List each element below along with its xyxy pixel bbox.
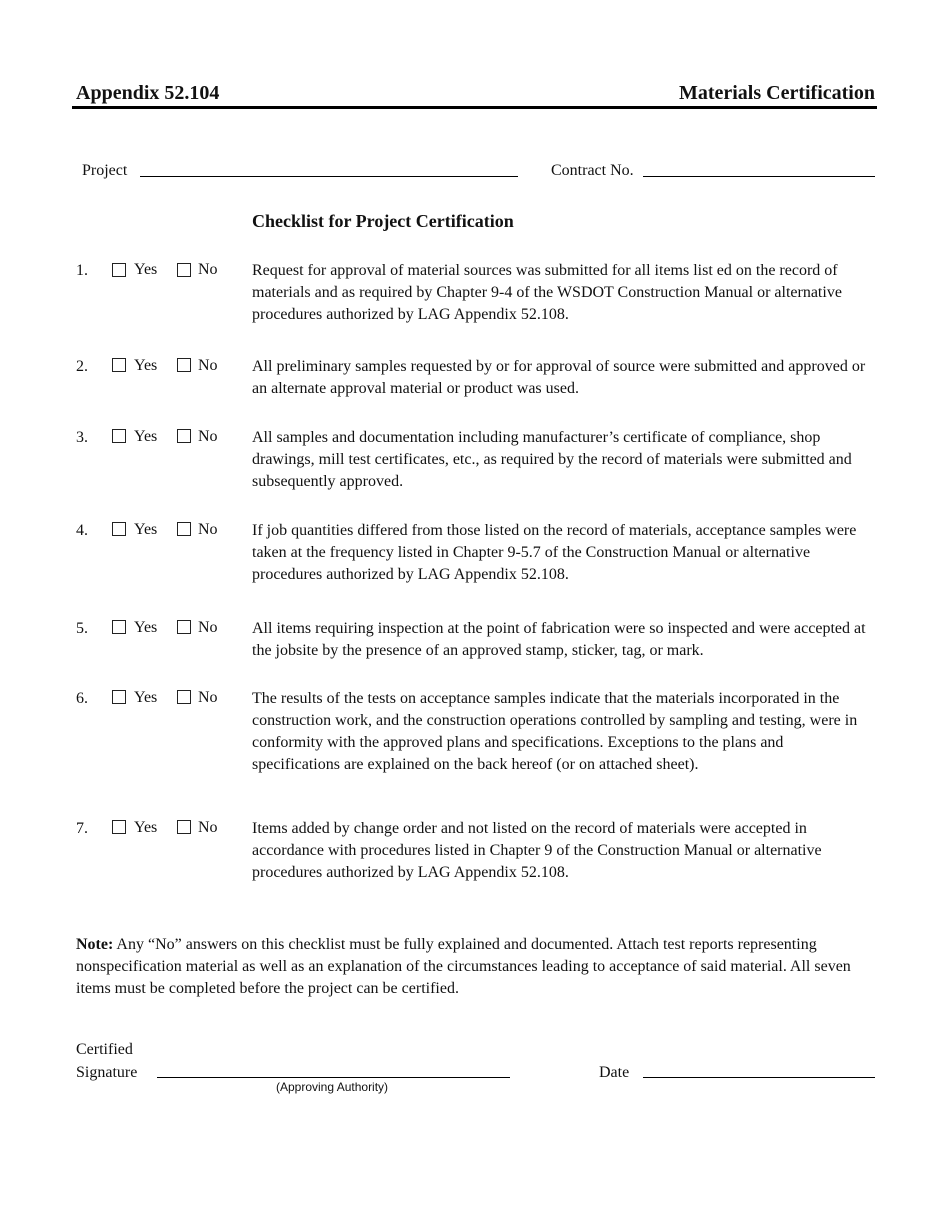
item-5-text: All items requiring inspection at the point of fabrication were so inspected and were accepted at the jobsite by the presence of an approved stamp, sticker, tag, or mark. [252,620,866,659]
item-6-number: 6. [76,690,88,707]
item-2-number: 2. [76,358,88,375]
item-5-number: 5. [76,620,88,637]
item-2-yes-checkbox[interactable] [112,358,126,372]
item-4-no-label: No [198,521,218,538]
item-6-yes-label: Yes [134,689,158,706]
item-2-text: All preliminary samples requested by or for approval of source were submitted and approved or an alternate approval material or product was used. [252,358,866,397]
item-1-no-label: No [198,261,218,278]
item-7-text: Items added by change order and not listed on the record of materials were accepted in accordance with procedures listed in Chapter 9 of the Construction Manual or alternative procedures authorized by LAG Appendix 52.108. [252,820,822,881]
item-3-text: All samples and documentation including manufacturer’s certificate of compliance, shop drawings, mill test certificates, etc., as required by the record of materials were submitted and subsequently approved. [252,429,852,490]
item-3-no-label: No [198,428,218,445]
item-7-yes-checkbox[interactable] [112,820,126,834]
item-7-number: 7. [76,820,88,837]
item-5-no-label: No [198,619,218,636]
item-2-no-label: No [198,357,218,374]
item-6-no-label: No [198,689,218,706]
item-1-text: Request for approval of material sources was submitted for all items list ed on the record of materials and as required by Chapter 9-4 of the WSDOT Construction Manual or alternative procedures authorized by LAG Appendix 52.108. [252,262,842,323]
item-6-yes-checkbox[interactable] [112,690,126,704]
note-paragraph [76,934,871,1000]
item-5-no-checkbox[interactable] [177,620,191,634]
item-6-no-checkbox[interactable] [177,690,191,704]
item-3-no-checkbox[interactable] [177,429,191,443]
item-1-yes-label: Yes [134,261,158,278]
item-5-yes-checkbox[interactable] [112,620,126,634]
item-1-no-checkbox[interactable] [177,263,191,277]
contract-label: Contract No. [551,162,634,179]
item-6-text: The results of the tests on acceptance samples indicate that the materials incorporated in the construction work, and the construction operations controlled by sampling and testing, were in conformity with the approved plans and specifications. Exceptions to the plans and specifications are explained on the back hereof (or on attached sheet). [252,690,858,773]
item-2-no-checkbox[interactable] [177,358,191,372]
item-3-yes-label: Yes [134,428,158,445]
note-label: Note: [76,936,114,953]
date-label: Date [599,1064,630,1081]
checklist-title: Checklist for Project Certification [252,211,514,231]
item-4-number: 4. [76,522,88,539]
project-label: Project [82,162,128,179]
item-7-yes-label: Yes [134,819,158,836]
item-3-yes-checkbox[interactable] [112,429,126,443]
approving-authority-caption: (Approving Authority) [276,1080,389,1094]
certified-label: Certified [76,1041,133,1058]
contract-number-field[interactable] [643,176,875,177]
item-4-yes-checkbox[interactable] [112,522,126,536]
form-title: Materials Certification [678,82,875,104]
item-7-no-checkbox[interactable] [177,820,191,834]
item-7-no-label: No [198,819,218,836]
item-1-number: 1. [76,262,88,279]
note-text: Any “No” answers on this checklist must be fully explained and documented. Attach test reports representing nonspecification material as well as an explanation of the circumstances leading to acceptance of said material. All seven items must be completed before the project can be certified. [76,936,851,997]
signature-label: Signature [76,1064,138,1081]
header-rule [72,106,877,109]
item-4-yes-label: Yes [134,521,158,538]
item-1-yes-checkbox[interactable] [112,263,126,277]
item-4-no-checkbox[interactable] [177,522,191,536]
item-4-text: If job quantities differed from those listed on the record of materials, acceptance samples were taken at the frequency listed in Chapter 9-5.7 of the Construction Manual or alternative procedures authorized by LAG Appendix 52.108. [252,522,857,583]
project-field[interactable] [140,176,518,177]
signature-field[interactable] [157,1077,510,1078]
item-5-yes-label: Yes [134,619,158,636]
date-field[interactable] [643,1077,875,1078]
appendix-title: Appendix 52.104 [76,82,220,104]
item-3-number: 3. [76,429,88,446]
item-2-yes-label: Yes [134,357,158,374]
